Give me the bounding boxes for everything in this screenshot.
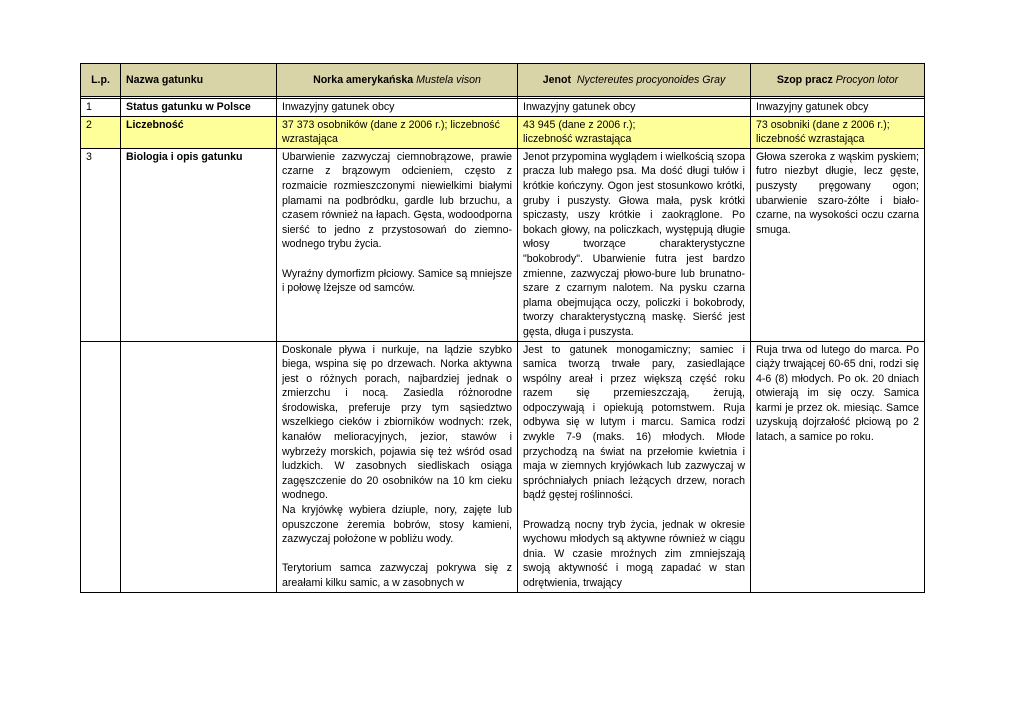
row-label: Status gatunku w Polsce — [121, 99, 277, 117]
row-number: 3 — [81, 148, 121, 341]
table-cell: Inwazyjny gatunek obcy — [277, 99, 518, 117]
row-number — [81, 341, 121, 592]
cell-line: liczebność wzrastająca — [756, 133, 865, 146]
table-cell: Inwazyjny gatunek obcy — [518, 99, 751, 117]
col1-latin: Mustela vison — [416, 73, 481, 86]
header-species — [121, 64, 277, 97]
row-label — [121, 341, 277, 592]
col1-name: Norka amerykańska — [313, 73, 414, 86]
cell-paragraph: Na kryjówkę wybiera dziuple, nory, zajęte lub opuszczone żeremia bobrów, stosy kamieni, zazwyczaj położone w pobliżu wody. — [282, 504, 512, 546]
table-row — [81, 116, 925, 148]
table-cell — [518, 341, 751, 592]
table-row — [81, 148, 925, 341]
row-label: Biologia i opis gatunku — [121, 148, 277, 341]
cell-paragraph: Ubarwienie zazwyczaj ciemnobrązowe, prawie czarne z brązowym odcieniem, często z rozmaicie rozmieszczonymi niewielkimi białymi plamami na podbródku, gardle lub brzuchu, a czasem również na łapach. Gęsta, wodoodporna sierść to jedno z przystosowań do ziemno-wodnego trybu życia. — [282, 150, 512, 251]
header-col1 — [277, 64, 518, 97]
row-number: 1 — [81, 99, 121, 117]
header-species-label: Nazwa gatunku — [126, 73, 204, 86]
row-label: Liczebność — [121, 116, 277, 148]
cell-line: 73 osobniki (dane z 2006 r.); — [756, 118, 890, 131]
table-cell: Ruja trwa od lutego do marca. Po ciąży trwającej 60-65 dni, rodzi się 4-6 (8) młodych. Po ok. 20 dniach otwierają im się oczy. Samica karmi je przez ok. miesiąc. Samce uzyskują dojrzałość płciową po 2 latach, a samice po roku. — [751, 341, 925, 592]
table-cell — [277, 341, 518, 592]
table-cell: Jenot przypomina wyglądem i wielkością szopa pracza lub małego psa. Ma dość długi tułów i krótkie kończyny. Ogon jest stosunkowo krótki, gruby i puszysty. Głowa mała, pysk krótki spiczasty, uszy krótkie i zaokrąglone. Po bokach głowy, na policzkach, występują długie włosy tworzące charakterystyczne "bokobrody". Ubarwienie futra jest bardzo zmienne, zazwyczaj płowo-bure lub brunatno-szare z czarnym nalotem. Na pysku czarna plama obejmująca oczy, policzki i bokobrody, tworzy charakterystyczną maskę. Sierść jest gęsta, długa i puszysta. — [518, 148, 751, 341]
table-cell: 37 373 osobników (dane z 2006 r.); liczebność wzrastająca — [277, 116, 518, 148]
table-cell — [751, 116, 925, 148]
header-col2 — [518, 64, 751, 97]
cell-paragraph: Doskonale pływa i nurkuje, na lądzie szybko biega, wspina się po drzewach. Norka aktywna jest o różnych porach, najbardziej jednak o zmierzchu i nocą. Zasiedla różnorodne środowiska, preferuje przy tym sąsiedztwo wszelkiego cieków i zbiorników wodnych: rzek, kanałów melioracyjnych, jezior, stawów i wybrzeży morskich, pojawia się też wśród osad ludzkich. W zasobnych siedliskach osiąga zagęszczenie do 20 osobników na 10 km cieku wodnego. — [282, 343, 512, 502]
col3-latin: Procyon lotor — [835, 73, 899, 86]
table-cell: Inwazyjny gatunek obcy — [751, 99, 925, 117]
table-row — [81, 341, 925, 592]
col2-latin: Nyctereutes procyonoides Gray — [576, 73, 726, 86]
cell-paragraph: Prowadzą nocny tryb życia, jednak w okresie wychowu młodych są aktywne również w ciągu dnia. W czasie mroźnych zim zmniejszają swoją aktywność i mogą zapadać w stan odrętwienia, trwający — [523, 518, 745, 589]
row-number: 2 — [81, 116, 121, 148]
cell-paragraph: Wyraźny dymorfizm płciowy. Samice są mniejsze i połowę lżejsze od samców. — [282, 267, 512, 295]
table-cell: Głowa szeroka z wąskim pyskiem; futro niezbyt długie, lecz gęste, puszysty pręgowany ogon; ubarwienie szaro-żółte i biało-czarne, na wysokości oczu czarna smuga. — [751, 148, 925, 341]
header-lp: L.p. — [81, 64, 121, 97]
cell-line: 43 945 (dane z 2006 r.); — [523, 118, 636, 131]
col3-name: Szop pracz — [776, 73, 833, 86]
header-col3 — [751, 64, 925, 97]
species-table — [80, 63, 925, 593]
cell-line: liczebność wzrastająca — [523, 133, 632, 146]
col2-name: Jenot — [542, 73, 571, 86]
cell-paragraph: Terytorium samca zazwyczaj pokrywa się z areałami kilku samic, a w zasobnych w — [282, 562, 512, 589]
table-cell — [518, 116, 751, 148]
table-row — [81, 99, 925, 117]
cell-paragraph: Jest to gatunek monogamiczny; samiec i samica tworzą trwałe pary, zasiedlające wspólny areał i przez większą część roku razem się przemieszczają, żerują, odpoczywają i opiekują potomstwem. Ruja odbywa się w lutym i marcu. Samica rodzi zwykle 7-9 (maks. 16) młodych. Młode przychodzą na świat na przełomie kwietnia i maja w ziemnych kryjówkach lub zazwyczaj w spróchniałych pniach leżących drzew, norach bądź gęstej roślinności. — [523, 343, 745, 502]
header-row — [81, 64, 925, 97]
table-cell — [277, 148, 518, 341]
